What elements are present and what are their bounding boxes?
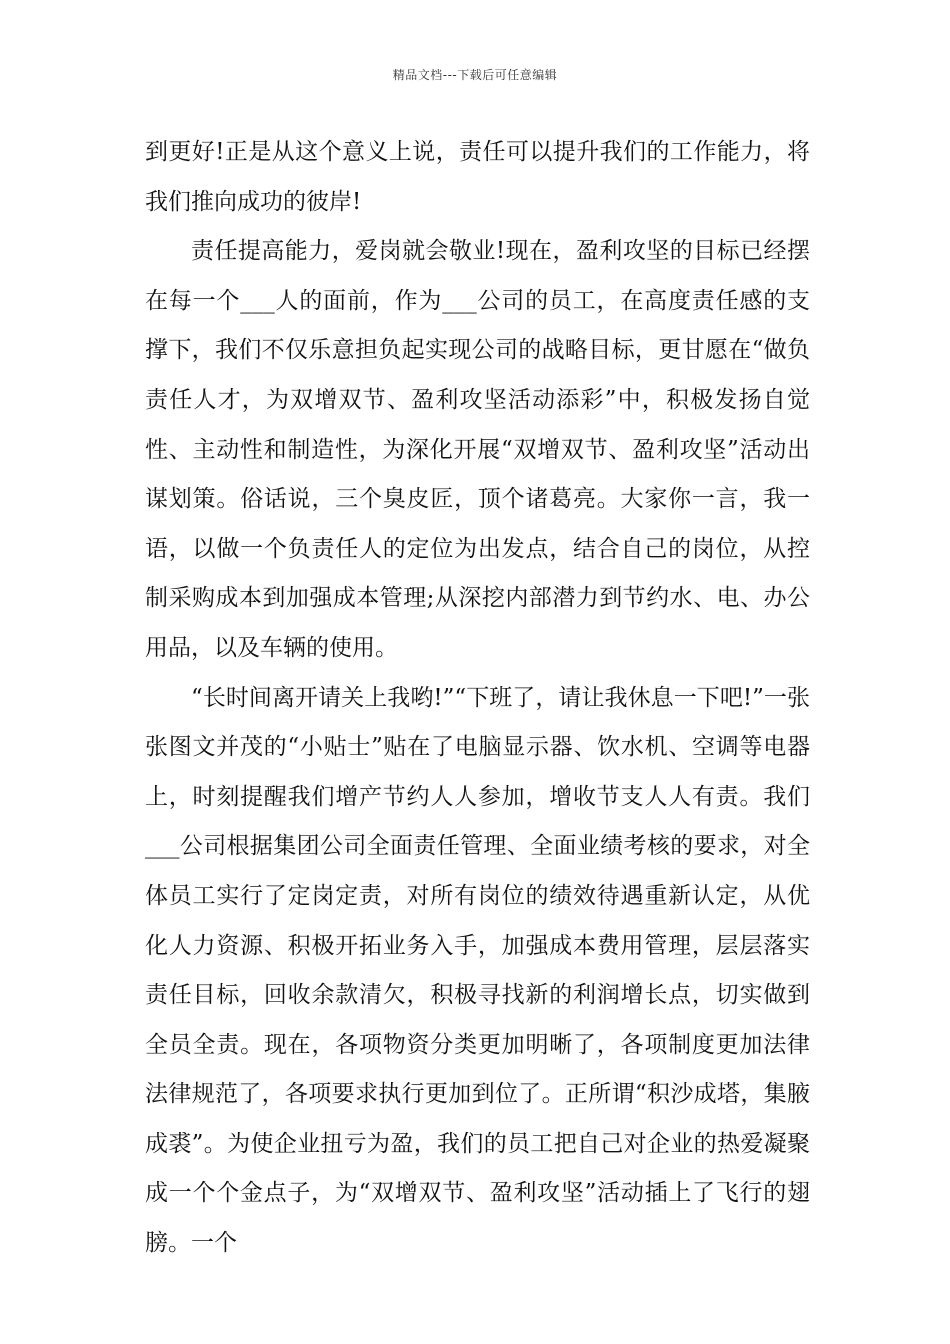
- document-body: [145, 128, 810, 1269]
- paragraph-2: 责任提高能力，爱岗就会敬业!现在，盈利攻坚的目标已经摆在每一个___人的面前，作为___公司的员工，在高度责任感的支撑下，我们不仅乐意担负起实现公司的战略目标，更甘愿在“做负责任人才，为双增双节、盈利攻坚活动添彩”中，积极发扬自觉性、主动性和制造性，为深化开展“双增双节、盈利攻坚”活动出谋划策。俗话说，三个臭皮匠，顶个诸葛亮。大家你一言，我一语，以做一个负责任人的定位为出发点，结合自己的岗位，从控制采购成本到加强成本管理;从深挖内部潜力到节约水、电、办公用品，以及车辆的使用。: [145, 238, 810, 661]
- page-header: 精品文档---下载后可任意编辑: [392, 68, 558, 82]
- paragraph-3: “长时间离开请关上我哟!”“下班了，请让我休息一下吧!”一张张图文并茂的“小贴士”贴在了电脑显示器、饮水机、空调等电器上，时刻提醒我们增产节约人人参加，增收节支人人有责。我们___公司根据集团公司全面责任管理、全面业绩考核的要求，对全体员工实行了定岗定责，对所有岗位的绩效待遇重新认定，从优化人力资源、积极开拓业务入手，加强成本费用管理，层层落实责任目标，回收余款清欠，积极寻找新的利润增长点，切实做到全员全责。现在，各项物资分类更加明晰了，各项制度更加法律法律规范了，各项要求执行更加到位了。正所谓“积沙成塔，集腋成裘”。为使企业扭亏为盈，我们的员工把自己对企业的热爱凝聚成一个个金点子，为“双增双节、盈利攻坚”活动插上了飞行的翅膀。一个: [145, 684, 810, 1257]
- paragraph-1: 到更好!正是从这个意义上说，责任可以提升我们的工作能力，将我们推向成功的彼岸!: [145, 139, 810, 215]
